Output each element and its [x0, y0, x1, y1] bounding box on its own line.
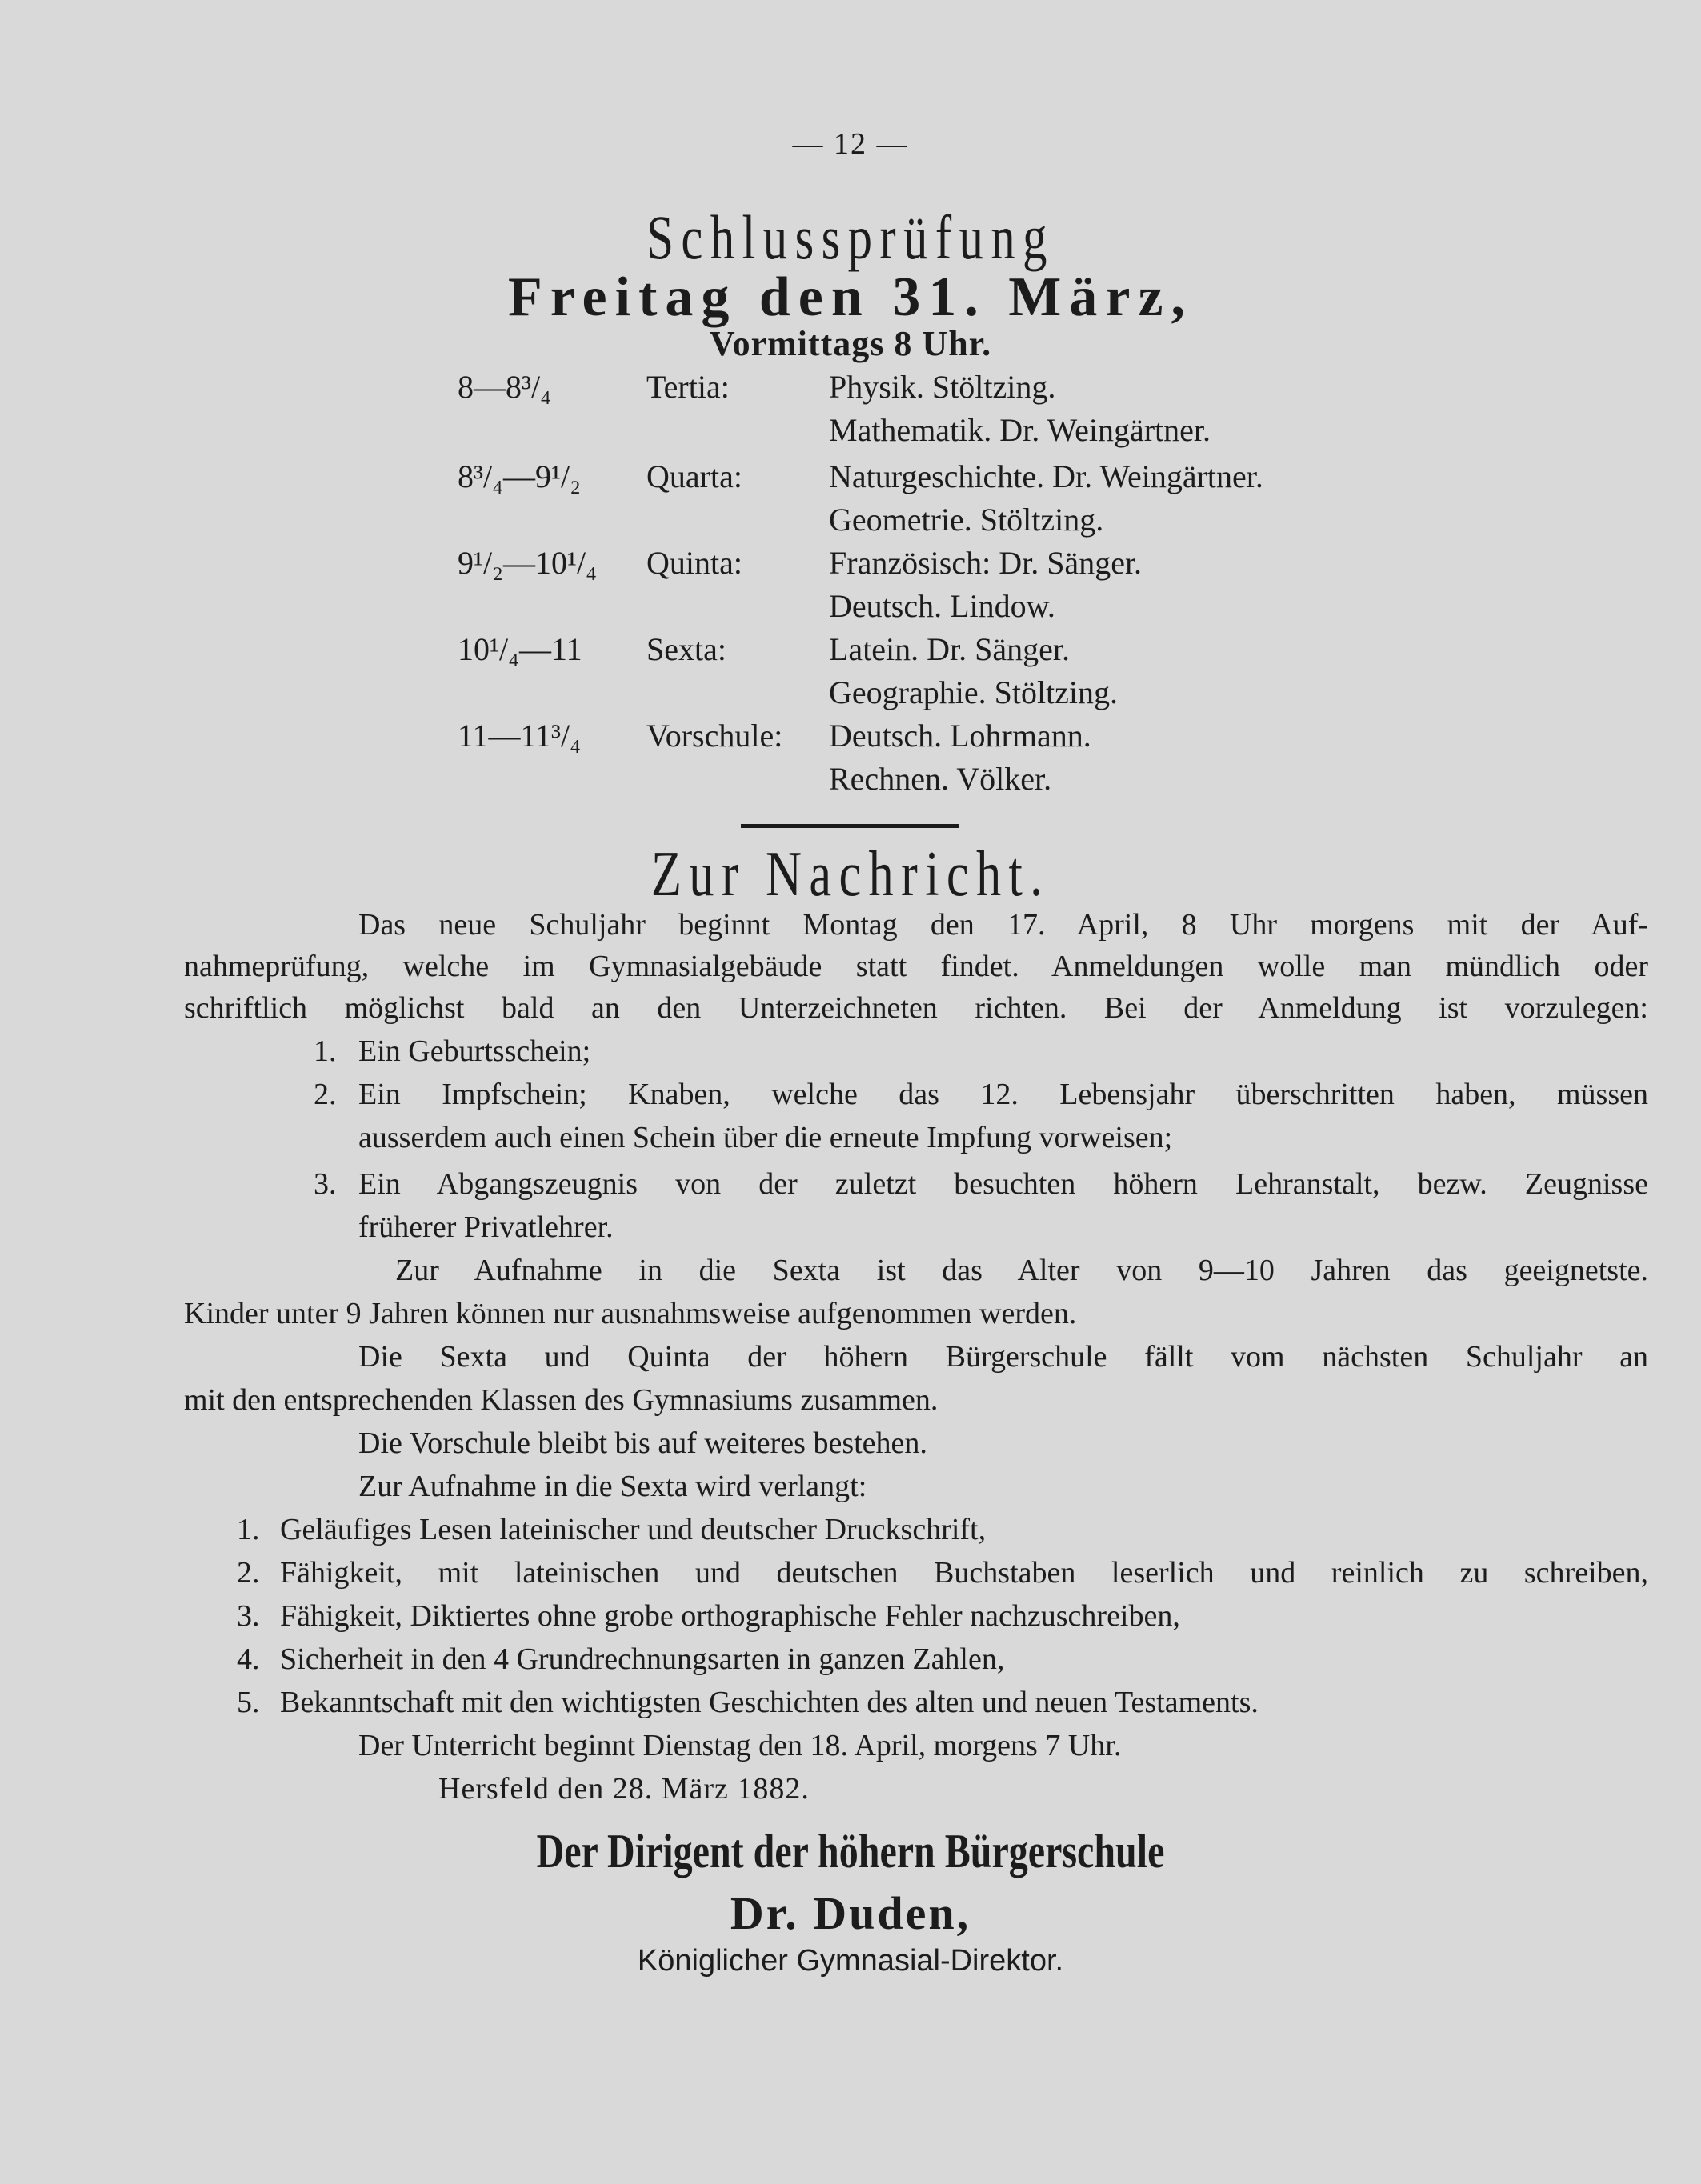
schedule-subject: Geometrie. Stöltzing.: [829, 502, 1104, 538]
list-item: Fähigkeit, mit lateinischen und deutschen Buchstaben leserlich und reinlich zu schreiben,: [280, 1556, 1648, 1590]
req-line: ausserdem auch einen Schein über die erneute Impfung vorweisen;: [358, 1121, 1173, 1154]
notice-line: Kinder unter 9 Jahren können nur ausnahmsweise aufgenommen werden.: [184, 1297, 1077, 1330]
signature-name: Dr. Duden,: [730, 1887, 971, 1939]
schedule-subject: Deutsch. Lindow.: [829, 588, 1055, 624]
page-number: — 12 —: [792, 127, 909, 161]
schedule-class: Tertia:: [646, 369, 730, 405]
notice-line: Der Unterricht beginnt Dienstag den 18. April, morgens 7 Uhr.: [358, 1729, 1122, 1762]
schedule-time: 8—8³/₄: [458, 369, 552, 405]
schedule-subject: Naturgeschichte. Dr. Weingärtner.: [829, 458, 1263, 494]
schedule-time: 10¹/₄—11: [458, 631, 582, 667]
req-line: Ein Abgangszeugnis von der zuletzt besuchten höhern Lehranstalt, bezw. Zeugnisse: [358, 1167, 1648, 1201]
schedule-class: Sexta:: [646, 631, 726, 667]
schedule-time: 11—11³/₄: [458, 718, 582, 754]
list-item: Fähigkeit, Diktiertes ohne grobe orthographische Fehler nachzuschreiben,: [280, 1599, 1180, 1633]
list-item: Geläufiges Lesen lateinischer und deutscher Druckschrift,: [280, 1513, 987, 1546]
signature-role: Königlicher Gymnasial-Direktor.: [637, 1944, 1064, 1978]
schedule-subject: Deutsch. Lohrmann.: [829, 718, 1091, 754]
schedule-subject: Physik. Stöltzing.: [829, 369, 1056, 405]
notice-line: Die Vorschule bleibt bis auf weiteres bestehen.: [358, 1426, 927, 1460]
schedule-class: Vorschule:: [646, 718, 783, 754]
schedule-time: 8³/₄—9¹/₂: [458, 458, 582, 494]
req-line: Ein Impfschein; Knaben, welche das 12. Lebensjahr überschritten haben, müssen: [358, 1078, 1648, 1111]
exam-date: Freitag den 31. März,: [507, 266, 1194, 328]
req-line: Ein Geburtsschein;: [358, 1034, 591, 1068]
notice-line: nahmeprüfung, welche im Gymnasialgebäude statt findet. Anmeldungen wolle man mündlich oder: [184, 950, 1648, 983]
section-divider: [741, 824, 959, 828]
list-number: 4.: [237, 1642, 260, 1676]
list-number: 3.: [237, 1599, 260, 1633]
list-item: Sicherheit in den 4 Grundrechnungsarten in ganzen Zahlen,: [280, 1642, 1005, 1676]
list-item: Bekanntschaft mit den wichtigsten Geschichten des alten und neuen Testaments.: [280, 1686, 1259, 1719]
schedule-subject: Rechnen. Völker.: [829, 761, 1052, 797]
place-date: Hersfeld den 28. März 1882.: [438, 1772, 810, 1806]
req-number: 2.: [314, 1078, 337, 1111]
schedule-subject: Geographie. Stöltzing.: [829, 674, 1119, 710]
notice-line: Zur Aufnahme in die Sexta wird verlangt:: [358, 1470, 867, 1503]
exam-title: Schlussprüfung: [646, 202, 1055, 272]
notice-line: Zur Aufnahme in die Sexta ist das Alter von 9—10 Jahren das geeignetste.: [395, 1254, 1648, 1287]
signature-title: Der Dirigent der höhern Bürgerschule: [536, 1825, 1165, 1878]
notice-title: Zur Nachricht.: [650, 839, 1051, 910]
notice-line: Die Sexta und Quinta der höhern Bürgerschule fällt vom nächsten Schuljahr an: [358, 1340, 1648, 1374]
notice-line: Das neue Schuljahr beginnt Montag den 17. April, 8 Uhr morgens mit der Auf-: [358, 908, 1648, 942]
req-number: 3.: [314, 1167, 337, 1201]
req-line: früherer Privatlehrer.: [358, 1210, 614, 1244]
schedule-class: Quarta:: [646, 458, 742, 494]
list-number: 5.: [237, 1686, 260, 1719]
notice-line: mit den entsprechenden Klassen des Gymnasiums zusammen.: [184, 1383, 939, 1417]
schedule-subject: Mathematik. Dr. Weingärtner.: [829, 412, 1211, 448]
schedule-subject: Latein. Dr. Sänger.: [829, 631, 1071, 667]
exam-time: Vormittags 8 Uhr.: [709, 324, 992, 363]
notice-line: schriftlich möglichst bald an den Unterzeichneten richten. Bei der Anmeldung ist vorzulegen:: [184, 991, 1648, 1025]
schedule-time: 9¹/₂—10¹/₄: [458, 545, 598, 581]
list-number: 1.: [237, 1513, 260, 1546]
schedule-subject: Französisch: Dr. Sänger.: [829, 545, 1143, 581]
list-number: 2.: [237, 1556, 260, 1590]
schedule-class: Quinta:: [646, 545, 742, 581]
req-number: 1.: [314, 1034, 337, 1068]
